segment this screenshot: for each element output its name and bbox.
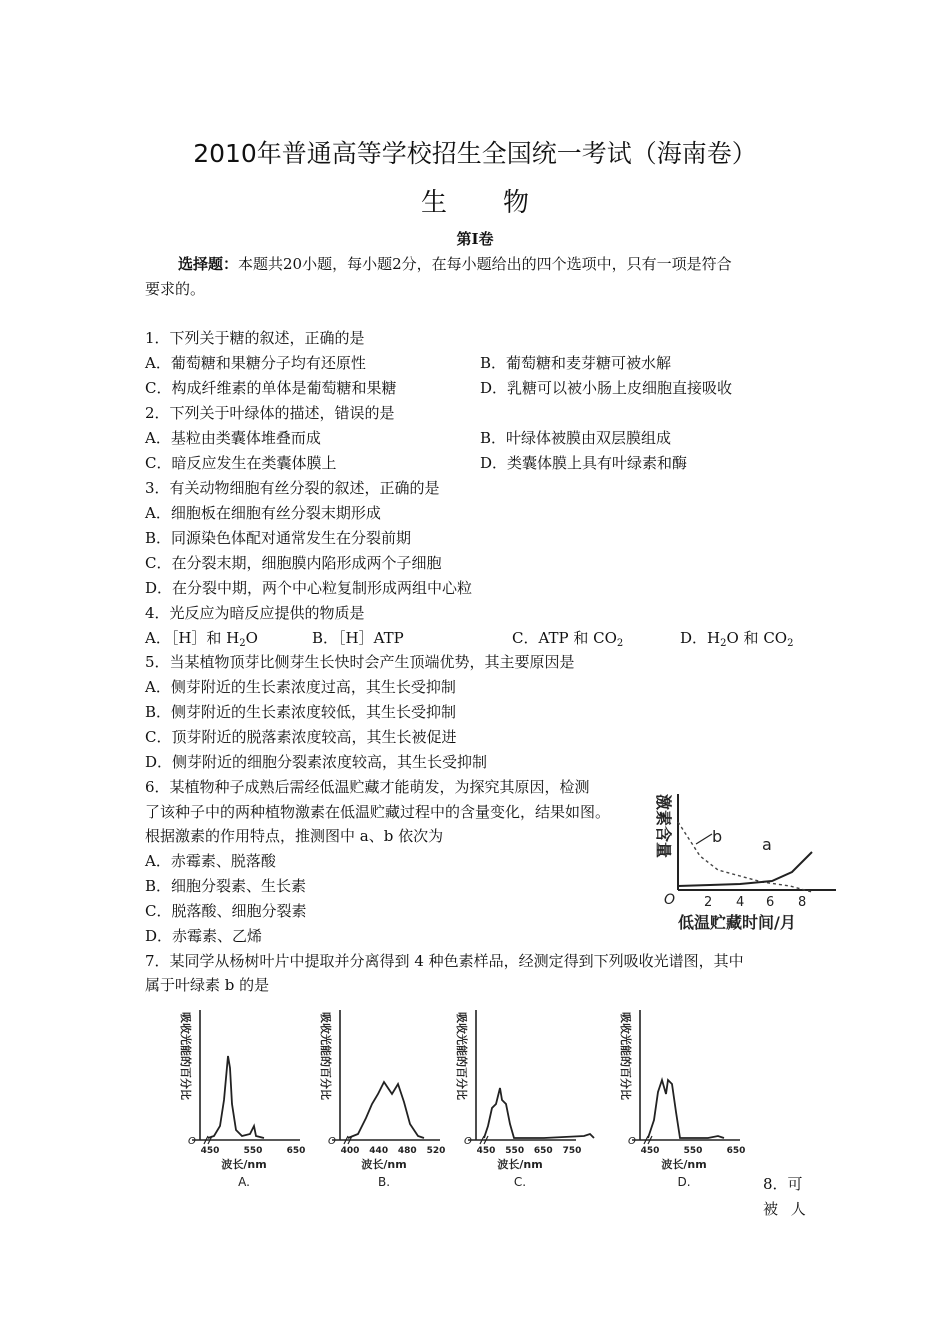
spectrum-tick-label: 750 xyxy=(562,1146,582,1156)
q2-option-c[interactable]: C．暗反应发生在类囊体膜上 xyxy=(145,454,337,472)
q4-c-text: C．ATP 和 CO xyxy=(512,629,617,647)
spectrum-xlabel: 波长/nm xyxy=(497,1158,543,1171)
q3-option-a[interactable]: A．细胞板在细胞有丝分裂末期形成 xyxy=(145,504,381,522)
spectrum-tick-label: 650 xyxy=(286,1146,306,1156)
q5-stem: 5．当某植物顶芽比侧芽生长快时会产生顶端优势，其主要原因是 xyxy=(145,653,575,671)
spectrum-origin: O xyxy=(328,1136,336,1147)
q3-stem: 3．有关动物细胞有丝分裂的叙述，正确的是 xyxy=(145,479,440,497)
spectrum-tick-label: 450 xyxy=(640,1146,660,1156)
q6-stem-line-3: 根据激素的作用特点，推测图中 a、b 依次为 xyxy=(145,827,444,845)
q7-stem-line-1: 7．某同学从杨树叶片中提取并分离得到 4 种色素样品，经测定得到下列吸收光谱图，其中 xyxy=(145,952,744,970)
spectrum-tick-label: 550 xyxy=(683,1146,703,1156)
spectrum-panel-d[interactable] xyxy=(619,1010,745,1189)
q5-option-a[interactable]: A．侧芽附近的生长素浓度过高，其生长受抑制 xyxy=(145,678,456,696)
q7-stem-line-2: 属于叶绿素 b 的是 xyxy=(145,976,270,994)
instructions-line-1 xyxy=(178,254,732,274)
q4-option-d[interactable] xyxy=(680,628,793,648)
spectrum-xlabel: 波长/nm xyxy=(221,1158,267,1171)
q5-option-b[interactable]: B．侧芽附近的生长素浓度较低，其生长受抑制 xyxy=(145,703,457,721)
q4-d-sub-1: 2 xyxy=(720,638,727,649)
q6-fig-b-pointer xyxy=(696,834,712,844)
q7-spectra-figure[interactable] xyxy=(160,1008,780,1190)
spectrum-panel-b[interactable] xyxy=(319,1010,445,1189)
q4-d-text: D．H xyxy=(680,629,721,647)
q3-option-d[interactable]: D．在分裂中期，两个中心粒复制形成两组中心粒 xyxy=(145,579,473,597)
q6-option-b[interactable]: B．细胞分裂素、生长素 xyxy=(145,877,307,895)
spectrum-panel-label: C. xyxy=(513,1175,527,1189)
q6-option-c[interactable]: C．脱落酸、细胞分裂素 xyxy=(145,902,307,920)
spectrum-origin: O xyxy=(464,1136,472,1147)
q1-stem: 1．下列关于糖的叙述，正确的是 xyxy=(145,329,365,347)
q4-stem: 4．光反应为暗反应提供的物质是 xyxy=(145,604,365,622)
spectrum-panel-c[interactable] xyxy=(455,1010,594,1189)
spectrum-curve xyxy=(648,1080,724,1138)
q4-a-text: A．［H］和 H xyxy=(145,629,240,647)
q6-fig-label-b: b xyxy=(712,827,723,846)
spectrum-curve xyxy=(348,1082,424,1138)
spectrum-xlabel: 波长/nm xyxy=(361,1158,407,1171)
spectrum-panel-a[interactable] xyxy=(179,1010,305,1189)
q6-fig-label-a: a xyxy=(762,835,772,854)
spectrum-ylabel: 吸收光能的百分比 xyxy=(179,1012,192,1100)
spectrum-curve xyxy=(208,1056,264,1138)
q6-stem-line-1: 6．某植物种子成熟后需经低温贮藏才能萌发，为探究其原因，检测 xyxy=(145,778,590,796)
spectrum-xlabel: 波长/nm xyxy=(661,1158,707,1171)
subject-char-2: 物 xyxy=(503,188,530,218)
q2-stem: 2．下列关于叶绿体的描述，错误的是 xyxy=(145,404,395,422)
spectrum-tick-label: 520 xyxy=(426,1146,446,1156)
subject-title xyxy=(0,182,950,219)
spectrum-panel-label: B. xyxy=(377,1175,391,1189)
spectrum-tick-label: 650 xyxy=(533,1146,553,1156)
q6-fig-xtick-4: 8 xyxy=(798,895,807,910)
q6-fig-xtick-1: 2 xyxy=(704,895,713,910)
q3-option-b[interactable]: B．同源染色体配对通常发生在分裂前期 xyxy=(145,529,412,547)
q1-option-d[interactable]: D．乳糖可以被小肠上皮细胞直接吸收 xyxy=(480,379,733,397)
q4-option-c[interactable] xyxy=(512,628,623,648)
q6-stem-line-2: 了该种子中的两种植物激素在低温贮藏过程中的含量变化，结果如图。 xyxy=(145,803,611,821)
spectrum-tick-label: 550 xyxy=(243,1146,263,1156)
spectrum-ylabel: 吸收光能的百分比 xyxy=(619,1012,632,1100)
spectrum-panel-label: A. xyxy=(238,1175,250,1189)
instructions-text: 本题共20小题，每小题2分，在每小题给出的四个选项中，只有一项是符合 xyxy=(238,255,732,273)
spectrum-tick-label: 650 xyxy=(726,1146,746,1156)
spectrum-tick-label: 450 xyxy=(476,1146,496,1156)
q6-fig-curve-b xyxy=(678,822,812,892)
q2-option-b[interactable]: B．叶绿体被膜由双层膜组成 xyxy=(480,429,672,447)
q1-option-c[interactable]: C．构成纤维素的单体是葡萄糖和果糖 xyxy=(145,379,397,397)
q6-option-d[interactable]: D．赤霉素、乙烯 xyxy=(145,927,263,945)
q6-fig-xlabel: 低温贮藏时间/月 xyxy=(678,913,796,932)
q3-option-c[interactable]: C．在分裂末期，细胞膜内陷形成两个子细胞 xyxy=(145,554,442,572)
spectrum-tick-label: 550 xyxy=(505,1146,525,1156)
spectrum-origin: O xyxy=(628,1136,636,1147)
q5-option-d[interactable]: D．侧芽附近的细胞分裂素浓度较高，其生长受抑制 xyxy=(145,753,488,771)
q4-a-sub: 2 xyxy=(239,638,246,649)
q8-fragment-line-2: 被 人 xyxy=(763,1200,810,1218)
q6-fig-ylabel: 激素含量 xyxy=(654,794,673,859)
instructions-line-2: 要求的。 xyxy=(145,280,206,298)
q2-option-a[interactable]: A．基粒由类囊体堆叠而成 xyxy=(145,429,321,447)
spectrum-ylabel: 吸收光能的百分比 xyxy=(319,1012,332,1100)
q2-option-d[interactable]: D．类囊体膜上具有叶绿素和酶 xyxy=(480,454,688,472)
q4-option-b[interactable]: B．［H］ATP xyxy=(312,629,404,647)
q1-option-a[interactable]: A．葡萄糖和果糖分子均有还原性 xyxy=(145,354,366,372)
spectrum-panel-label: D. xyxy=(677,1175,691,1189)
q1-option-b[interactable]: B．葡萄糖和麦芽糖可被水解 xyxy=(480,354,672,372)
section-heading: 第Ⅰ卷 xyxy=(456,230,494,248)
q5-option-c[interactable]: C．顶芽附近的脱落素浓度较高，其生长被促进 xyxy=(145,728,457,746)
q4-a-tail: O xyxy=(245,629,258,647)
spectrum-tick-label: 480 xyxy=(397,1146,417,1156)
q6-option-a[interactable]: A．赤霉素、脱落酸 xyxy=(145,852,276,870)
q4-d-mid: O 和 CO xyxy=(726,629,788,647)
q6-fig-xtick-2: 4 xyxy=(736,895,745,910)
q6-hormone-figure xyxy=(640,782,840,938)
spectrum-tick-label: 440 xyxy=(369,1146,389,1156)
spectrum-origin: O xyxy=(188,1136,196,1147)
spectrum-curve xyxy=(484,1088,594,1138)
q4-d-sub-2: 2 xyxy=(787,638,794,649)
instructions-label: 选择题： xyxy=(178,255,239,273)
spectrum-tick-label: 400 xyxy=(340,1146,360,1156)
q6-fig-origin: O xyxy=(664,892,676,908)
spectrum-ylabel: 吸收光能的百分比 xyxy=(455,1012,468,1100)
q8-fragment-line-1: 8．可 xyxy=(763,1175,803,1193)
subject-char-1: 生 xyxy=(420,188,447,218)
exam-title: 2010年普通高等学校招生全国统一考试（海南卷） xyxy=(193,139,757,168)
spectrum-tick-label: 450 xyxy=(200,1146,220,1156)
q6-fig-xtick-3: 6 xyxy=(766,895,775,910)
q4-c-sub: 2 xyxy=(616,638,624,649)
q4-option-a[interactable] xyxy=(145,628,258,648)
q6-fig-curve-a xyxy=(678,852,812,886)
